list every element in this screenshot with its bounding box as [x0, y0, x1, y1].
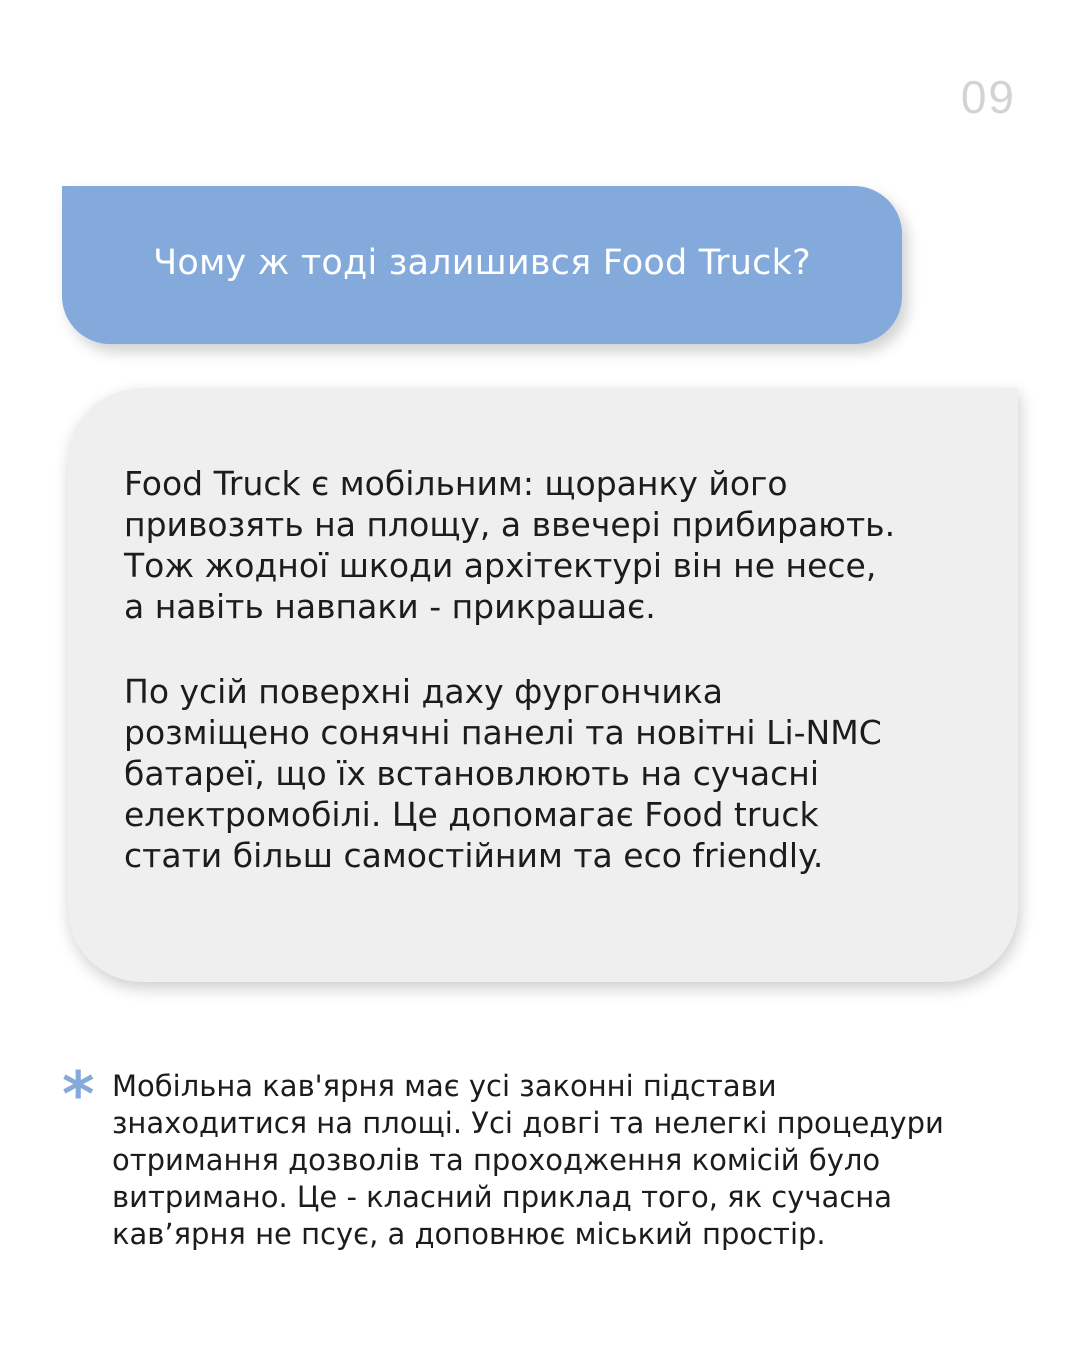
asterisk-icon: *	[62, 1058, 95, 1131]
footnote-text: Мобільна кав'ярня має усі законні підстави знаходитися на площі. Усі довгі та нелегкі процедури отримання дозволів та проходження комісій було витримано. Це - класний приклад того, як сучасна кав’ярня не псує, а доповнює міський простір.	[112, 1069, 944, 1251]
question-text: Чому ж тоді залишився Food Truck?	[153, 243, 811, 283]
page-number: 09	[960, 71, 1016, 123]
answer-paragraph-2: По усій поверхні даху фургончика розміщено сонячні панелі та новітні Li-NMC батареї, що їх встановлюють на сучасні електромобілі. Це допомагає Food truck стати більш самостійним та eco friendly.	[124, 672, 882, 875]
answer-paragraph-1: Food Truck є мобільним: щоранку його привозять на площу, а ввечері прибирають. Тож жодної шкоди архітектурі він не несе, а навіть навпаки - прикрашає.	[124, 464, 896, 626]
answer-bubble	[68, 388, 1018, 982]
question-bubble	[62, 186, 902, 344]
footnote	[62, 1058, 1042, 1253]
